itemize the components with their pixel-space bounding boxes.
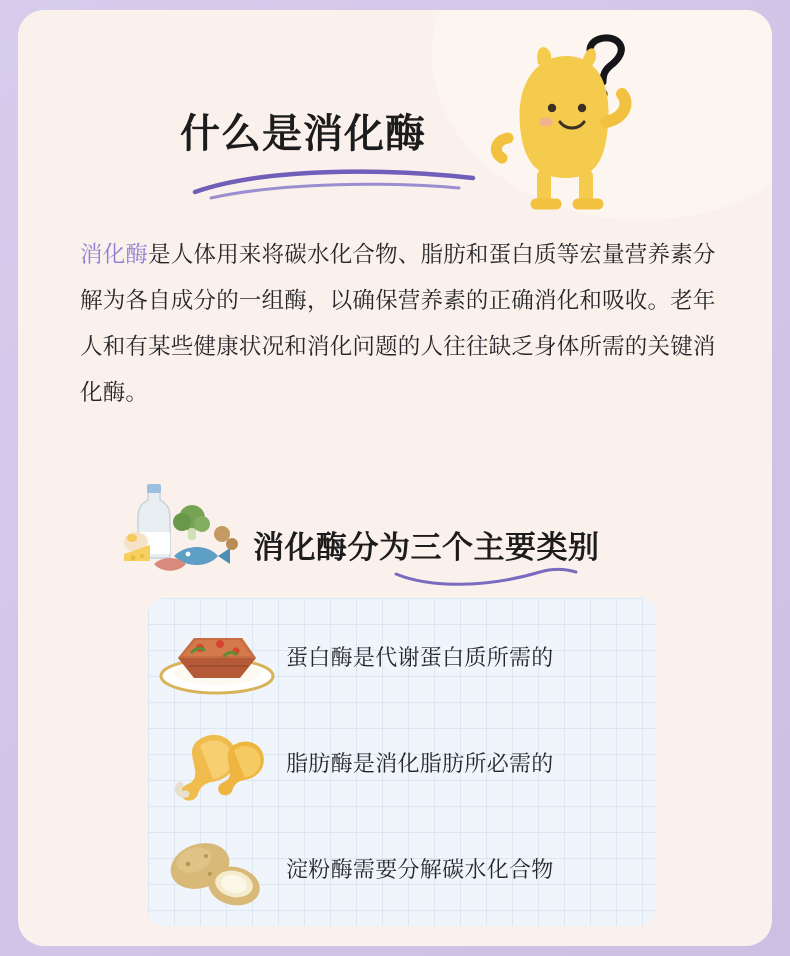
page-title: 什么是消化酶 <box>180 112 426 156</box>
food-basket-icon <box>118 472 246 582</box>
list-item <box>148 816 656 920</box>
steak-plate-icon <box>148 606 286 706</box>
content-card <box>18 10 772 946</box>
title-underline-decoration <box>173 162 503 202</box>
list-item <box>148 604 656 708</box>
intro-accent-term: 消化酶 <box>80 242 149 267</box>
list-item-label: 脂肪酶是消化脂肪所必需的 <box>286 750 554 776</box>
categories-section-title: 消化酶分为三个主要类别 <box>253 530 600 565</box>
categories-title-underline-decoration <box>390 562 590 592</box>
list-item <box>148 710 656 814</box>
intro-body-text: 是人体用来将碳水化合物、脂肪和蛋白质等宏量营养素分解为各自成分的一组酶，以确保营养素的正确消化和吸收。老年人和有某些健康状况和消化问题的人往往缺乏身体所需的关键消化酶。 <box>80 242 716 405</box>
potato-icon <box>148 818 286 918</box>
intro-paragraph <box>80 232 720 416</box>
fried-chicken-icon <box>148 712 286 812</box>
page-title-block <box>18 96 772 236</box>
categories-panel <box>148 598 656 926</box>
list-item-label: 淀粉酶需要分解碳水化合物 <box>286 856 554 882</box>
list-item-label: 蛋白酶是代谢蛋白质所需的 <box>286 644 554 670</box>
